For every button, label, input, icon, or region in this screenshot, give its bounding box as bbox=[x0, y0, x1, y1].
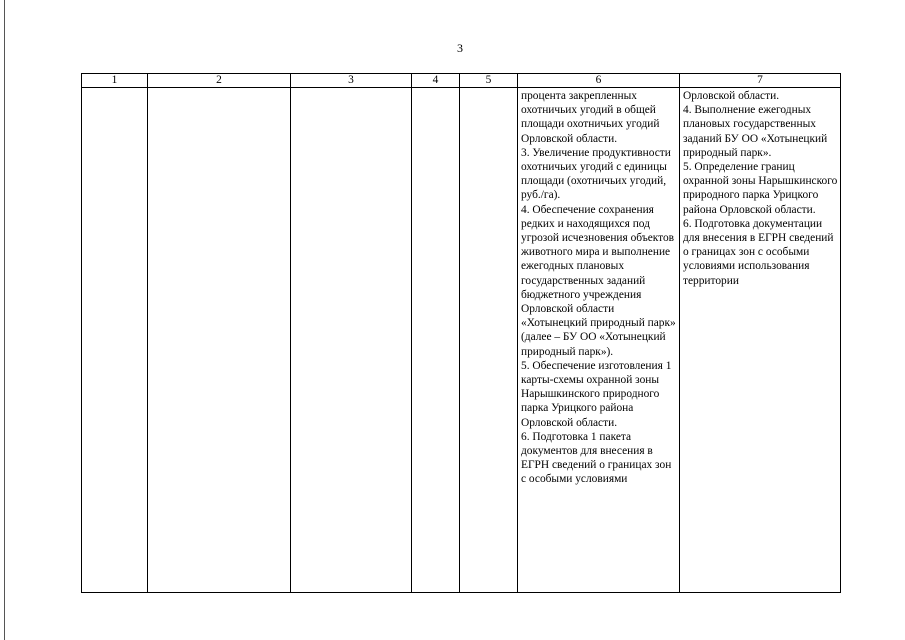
column-header: 1 bbox=[82, 74, 148, 88]
table-cell-col5 bbox=[460, 88, 518, 593]
document-table bbox=[81, 73, 841, 593]
table-cell-col2 bbox=[148, 88, 291, 593]
table-cell-col4 bbox=[412, 88, 460, 593]
table-header-row bbox=[82, 74, 841, 88]
column-header: 4 bbox=[412, 74, 460, 88]
column-header: 2 bbox=[148, 74, 291, 88]
column-header: 7 bbox=[680, 74, 841, 88]
table-row bbox=[82, 88, 841, 593]
column-header: 6 bbox=[518, 74, 680, 88]
table-cell-col3 bbox=[291, 88, 412, 593]
results-text: Орловской области. 4. Выполнение ежегодных плановых государственных заданий БУ ОО «Хотынецкий природный парк». 5. Определение границ охранной зоны Нарышкинского природного парка Урицкого района Орловской области. 6. Подготовка документации для внесения в ЕГРН сведений о границах зон с особыми условиями использования территории bbox=[683, 90, 838, 287]
table-cell-col6 bbox=[518, 88, 680, 593]
table-cell-col7 bbox=[680, 88, 841, 593]
page-number: 3 bbox=[457, 41, 463, 55]
column-header: 3 bbox=[291, 74, 412, 88]
column-header: 5 bbox=[460, 74, 518, 88]
indicators-text: процента закрепленных охотничьих угодий в общей площади охотничьих угодий Орловской области. 3. Увеличение продуктивности охотничьих угодий с единицы площади (охотничьих угодий, руб./га). 4. Обеспечение сохранения редких и находящихся под угрозой исчезновения объектов животного мира и выполнение ежегодных плановых государственных заданий бюджетного учреждения Орловской области «Хотынецкий природный парк» (далее – БУ ОО «Хотынецкий природный парк»). 5. Обеспечение изготовления 1 карты-схемы охранной зоны Нарышкинского природного парка Урицкого района Орловской области. 6. Подготовка 1 пакета документов для внесения в ЕГРН сведений о границах зон с особыми условиями bbox=[521, 90, 676, 486]
table-cell-col1 bbox=[82, 88, 148, 593]
left-margin-rule bbox=[4, 0, 5, 640]
